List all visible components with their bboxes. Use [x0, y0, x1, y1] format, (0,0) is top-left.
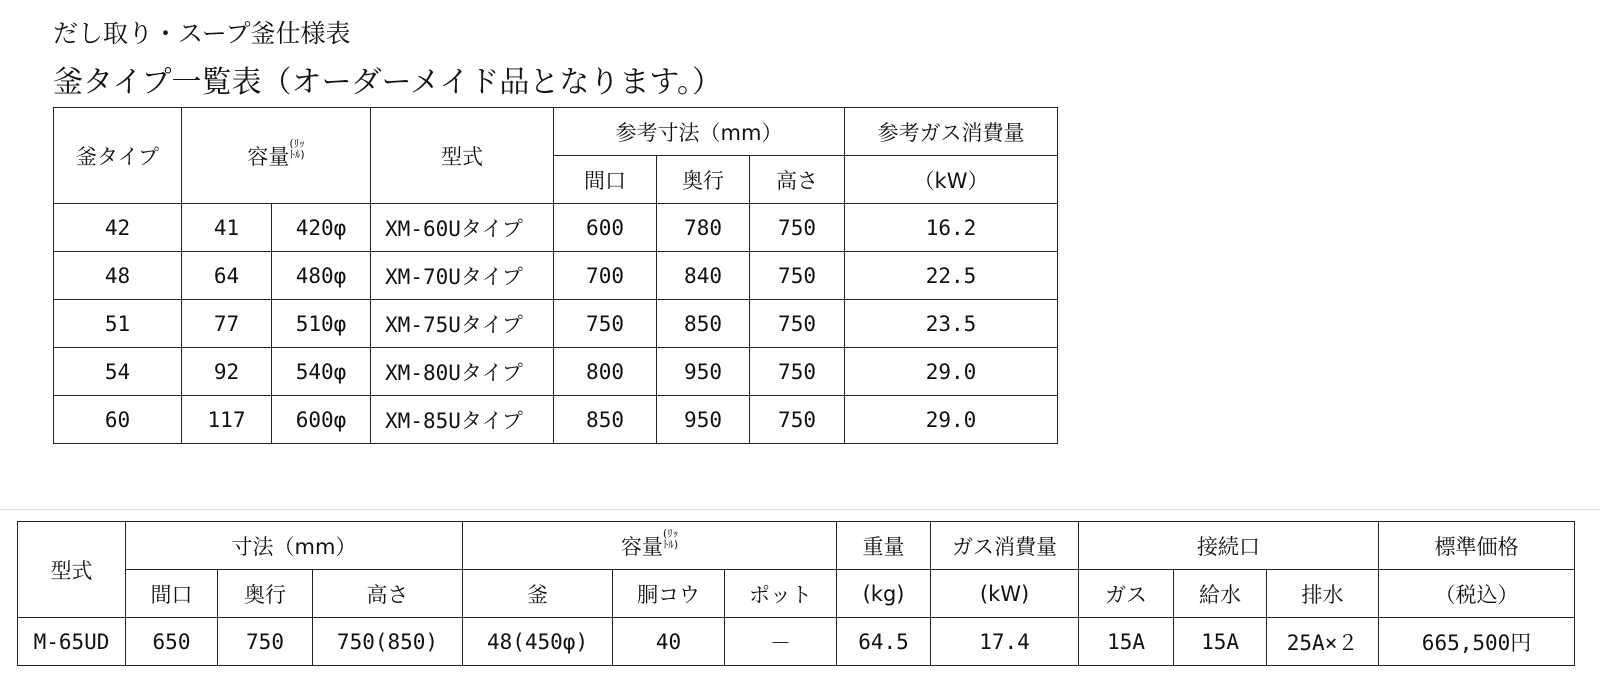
spec-header-weight: 重量: [837, 522, 931, 570]
cell-gas: 29.0: [845, 396, 1058, 444]
spec-header-kama: 釜: [463, 570, 613, 618]
spec-header-capacity: [463, 522, 837, 570]
cell-depth: 950: [657, 396, 750, 444]
header-row: [54, 108, 1058, 156]
cell-depth: 850: [657, 300, 750, 348]
cell-model: XM-75Uタイプ: [371, 300, 554, 348]
cell-depth: 840: [657, 252, 750, 300]
header-width: 間口: [554, 156, 657, 204]
spec-conn-drain: 25A×２: [1267, 618, 1379, 666]
spec-header-connection: 接続口: [1079, 522, 1379, 570]
page-subtitle: 釜タイプ一覧表（オーダーメイド品となります。）: [53, 65, 722, 100]
cell-height: 750: [750, 204, 845, 252]
cell-height: 750: [750, 396, 845, 444]
cell-height: 750: [750, 300, 845, 348]
cell-liters: 77: [182, 300, 272, 348]
spec-header-weight-unit: (kg): [837, 570, 931, 618]
spec-header-conn-gas: ガス: [1079, 570, 1174, 618]
spec-kama: 48(450φ): [463, 618, 613, 666]
spec-header-price-note: （税込）: [1379, 570, 1575, 618]
spec-price: 665,500円: [1379, 618, 1575, 666]
page-title: だし取り・スープ釜仕様表: [53, 19, 351, 48]
cell-kama-type: 51: [54, 300, 182, 348]
capacity-label: 容量: [247, 144, 290, 169]
cell-width: 750: [554, 300, 657, 348]
cell-width: 700: [554, 252, 657, 300]
cell-liters: 64: [182, 252, 272, 300]
header-height: 高さ: [750, 156, 845, 204]
header-ref-dims: 参考寸法（mm）: [554, 108, 845, 156]
cell-diameter: 510φ: [272, 300, 371, 348]
header-depth: 奥行: [657, 156, 750, 204]
cell-depth: 950: [657, 348, 750, 396]
cell-width: 850: [554, 396, 657, 444]
spec-conn-gas: 15A: [1079, 618, 1174, 666]
cell-gas: 29.0: [845, 348, 1058, 396]
cell-width: 800: [554, 348, 657, 396]
spec-header-row: [18, 522, 1575, 570]
cell-height: 750: [750, 252, 845, 300]
spec-header-dims: 寸法（mm）: [126, 522, 463, 570]
cell-model: XM-70Uタイプ: [371, 252, 554, 300]
header-model: 型式: [371, 108, 554, 204]
table-row: [54, 396, 1058, 444]
cell-gas: 22.5: [845, 252, 1058, 300]
spec-capacity-unit: (ﾘｯ ﾄﾙ): [662, 526, 679, 551]
cell-model: XM-60Uタイプ: [371, 204, 554, 252]
spec-header-pot: ポット: [725, 570, 837, 618]
header-ref-gas: 参考ガス消費量: [845, 108, 1058, 156]
spec-capacity-label: 容量: [620, 534, 663, 559]
header-capacity: [182, 108, 371, 204]
cell-model: XM-80Uタイプ: [371, 348, 554, 396]
cell-height: 750: [750, 348, 845, 396]
cell-gas: 23.5: [845, 300, 1058, 348]
table-row: [54, 348, 1058, 396]
spec-pot: －: [725, 618, 837, 666]
cell-diameter: 420φ: [272, 204, 371, 252]
capacity-unit: (ﾘｯ ﾄﾙ): [289, 136, 305, 161]
cell-liters: 41: [182, 204, 272, 252]
spec-header-gas: ガス消費量: [931, 522, 1079, 570]
spec-header-width: 間口: [126, 570, 218, 618]
cell-diameter: 540φ: [272, 348, 371, 396]
cell-kama-type: 42: [54, 204, 182, 252]
spec-weight: 64.5: [837, 618, 931, 666]
table-row: [54, 252, 1058, 300]
table-row: [54, 300, 1058, 348]
spec-height: 750(850): [313, 618, 463, 666]
cell-kama-type: 48: [54, 252, 182, 300]
spec-subheader-row: [18, 570, 1575, 618]
cell-diameter: 600φ: [272, 396, 371, 444]
kama-types-table: [53, 107, 1058, 444]
cell-model: XM-85Uタイプ: [371, 396, 554, 444]
section-divider: [0, 509, 1600, 510]
spec-gas: 17.4: [931, 618, 1079, 666]
cell-liters: 92: [182, 348, 272, 396]
cell-width: 600: [554, 204, 657, 252]
spec-header-dou-kou: 胴コウ: [613, 570, 725, 618]
table-row: [54, 204, 1058, 252]
spec-dou-kou: 40: [613, 618, 725, 666]
spec-conn-supply: 15A: [1174, 618, 1267, 666]
header-kama-type: 釜タイプ: [54, 108, 182, 204]
spec-header-price: 標準価格: [1379, 522, 1575, 570]
header-gas-unit: （kW）: [845, 156, 1058, 204]
spec-data-row: [18, 618, 1575, 666]
spec-width: 650: [126, 618, 218, 666]
spec-header-height: 高さ: [313, 570, 463, 618]
cell-kama-type: 60: [54, 396, 182, 444]
spec-header-model: 型式: [18, 522, 126, 618]
cell-liters: 117: [182, 396, 272, 444]
types-table-body: [54, 204, 1058, 444]
cell-depth: 780: [657, 204, 750, 252]
spec-table: [17, 521, 1575, 666]
spec-depth: 750: [218, 618, 313, 666]
cell-diameter: 480φ: [272, 252, 371, 300]
spec-header-depth: 奥行: [218, 570, 313, 618]
cell-gas: 16.2: [845, 204, 1058, 252]
spec-model: M-65UD: [18, 618, 126, 666]
spec-header-conn-supply: 給水: [1174, 570, 1267, 618]
spec-header-gas-unit: (kW): [931, 570, 1079, 618]
spec-header-conn-drain: 排水: [1267, 570, 1379, 618]
cell-kama-type: 54: [54, 348, 182, 396]
